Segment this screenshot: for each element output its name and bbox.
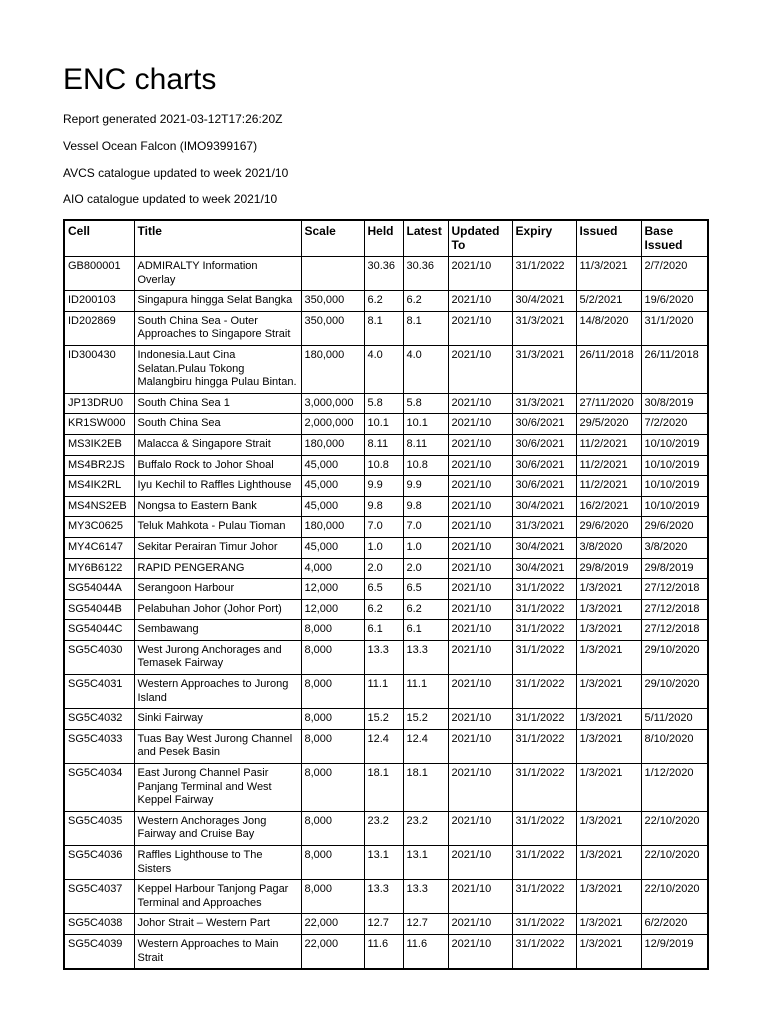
held: 6.5 — [364, 579, 403, 600]
base-issued: 22/10/2020 — [641, 880, 708, 914]
chart-title: Johor Strait – Western Part — [134, 914, 301, 935]
base-issued: 10/10/2019 — [641, 476, 708, 497]
base-issued: 19/6/2020 — [641, 291, 708, 312]
chart-title: East Jurong Channel Pasir Panjang Terminal and West Keppel Fairway — [134, 764, 301, 812]
chart-title: Tuas Bay West Jurong Channel and Pesek Basin — [134, 729, 301, 763]
table-row — [64, 675, 708, 709]
issued: 29/5/2020 — [576, 414, 641, 435]
issued: 1/3/2021 — [576, 880, 641, 914]
scale: 4,000 — [301, 558, 364, 579]
chart-title: Malacca & Singapore Strait — [134, 434, 301, 455]
base-issued: 22/10/2020 — [641, 811, 708, 845]
cell-id: MS4NS2EB — [64, 496, 134, 517]
issued: 14/8/2020 — [576, 311, 641, 345]
header-updated-to: Updated To — [448, 220, 512, 257]
expiry: 31/3/2021 — [512, 517, 576, 538]
issued: 1/3/2021 — [576, 675, 641, 709]
header-expiry: Expiry — [512, 220, 576, 257]
held: 11.6 — [364, 934, 403, 969]
latest: 6.2 — [403, 291, 448, 312]
base-issued: 1/12/2020 — [641, 764, 708, 812]
scale: 22,000 — [301, 914, 364, 935]
expiry: 30/4/2021 — [512, 558, 576, 579]
issued: 1/3/2021 — [576, 846, 641, 880]
latest: 23.2 — [403, 811, 448, 845]
scale: 45,000 — [301, 476, 364, 497]
latest: 11.6 — [403, 934, 448, 969]
updated-to: 2021/10 — [448, 709, 512, 730]
expiry: 30/4/2021 — [512, 537, 576, 558]
latest: 12.4 — [403, 729, 448, 763]
held: 9.9 — [364, 476, 403, 497]
expiry: 30/4/2021 — [512, 291, 576, 312]
held: 18.1 — [364, 764, 403, 812]
issued: 1/3/2021 — [576, 764, 641, 812]
scale: 22,000 — [301, 934, 364, 969]
scale: 8,000 — [301, 640, 364, 674]
updated-to: 2021/10 — [448, 434, 512, 455]
scale: 350,000 — [301, 311, 364, 345]
chart-title: Western Approaches to Main Strait — [134, 934, 301, 969]
held: 12.7 — [364, 914, 403, 935]
cell-id: MS4IK2RL — [64, 476, 134, 497]
held: 13.3 — [364, 640, 403, 674]
base-issued: 30/8/2019 — [641, 393, 708, 414]
vessel-info: Vessel Ocean Falcon (IMO9399167) — [63, 139, 258, 153]
held: 30.36 — [364, 257, 403, 291]
header-issued: Issued — [576, 220, 641, 257]
held: 8.11 — [364, 434, 403, 455]
updated-to: 2021/10 — [448, 496, 512, 517]
cell-id: SG54044A — [64, 579, 134, 600]
table-row — [64, 496, 708, 517]
header-latest: Latest — [403, 220, 448, 257]
base-issued: 22/10/2020 — [641, 846, 708, 880]
cell-id: ID202869 — [64, 311, 134, 345]
held: 12.4 — [364, 729, 403, 763]
table-row — [64, 811, 708, 845]
updated-to: 2021/10 — [448, 729, 512, 763]
updated-to: 2021/10 — [448, 257, 512, 291]
latest: 1.0 — [403, 537, 448, 558]
issued: 11/2/2021 — [576, 455, 641, 476]
expiry: 31/1/2022 — [512, 599, 576, 620]
held: 23.2 — [364, 811, 403, 845]
base-issued: 29/10/2020 — [641, 640, 708, 674]
header-held: Held — [364, 220, 403, 257]
expiry: 31/1/2022 — [512, 934, 576, 969]
cell-id: JP13DRU0 — [64, 393, 134, 414]
table-row — [64, 476, 708, 497]
chart-title: RAPID PENGERANG — [134, 558, 301, 579]
chart-title: Raffles Lighthouse to The Sisters — [134, 846, 301, 880]
chart-title: Keppel Harbour Tanjong Pagar Terminal and Approaches — [134, 880, 301, 914]
issued: 1/3/2021 — [576, 709, 641, 730]
scale: 45,000 — [301, 537, 364, 558]
expiry: 30/6/2021 — [512, 455, 576, 476]
report-generated: Report generated 2021-03-12T17:26:20Z — [63, 112, 283, 126]
updated-to: 2021/10 — [448, 880, 512, 914]
issued: 16/2/2021 — [576, 496, 641, 517]
header-title: Title — [134, 220, 301, 257]
cell-id: SG5C4034 — [64, 764, 134, 812]
base-issued: 2/7/2020 — [641, 257, 708, 291]
cell-id: SG5C4030 — [64, 640, 134, 674]
table-row — [64, 934, 708, 969]
scale: 8,000 — [301, 709, 364, 730]
cell-id: MY3C0625 — [64, 517, 134, 538]
held: 4.0 — [364, 345, 403, 393]
expiry: 31/1/2022 — [512, 620, 576, 641]
chart-title: Teluk Mahkota - Pulau Tioman — [134, 517, 301, 538]
held: 13.3 — [364, 880, 403, 914]
table-row — [64, 434, 708, 455]
chart-title: Sembawang — [134, 620, 301, 641]
table-row — [64, 620, 708, 641]
scale: 180,000 — [301, 434, 364, 455]
latest: 13.3 — [403, 880, 448, 914]
base-issued: 12/9/2019 — [641, 934, 708, 969]
latest: 8.11 — [403, 434, 448, 455]
cell-id: SG5C4035 — [64, 811, 134, 845]
held: 6.1 — [364, 620, 403, 641]
updated-to: 2021/10 — [448, 476, 512, 497]
cell-id: ID200103 — [64, 291, 134, 312]
base-issued: 27/12/2018 — [641, 599, 708, 620]
scale — [301, 257, 364, 291]
held: 6.2 — [364, 599, 403, 620]
latest: 2.0 — [403, 558, 448, 579]
scale: 8,000 — [301, 764, 364, 812]
issued: 29/8/2019 — [576, 558, 641, 579]
scale: 12,000 — [301, 599, 364, 620]
table-header-row — [64, 220, 708, 257]
cell-id: ID300430 — [64, 345, 134, 393]
updated-to: 2021/10 — [448, 579, 512, 600]
issued: 11/3/2021 — [576, 257, 641, 291]
chart-title: South China Sea — [134, 414, 301, 435]
chart-title: Indonesia.Laut Cina Selatan.Pulau Tokong Malangbiru hingga Pulau Bintan. — [134, 345, 301, 393]
scale: 8,000 — [301, 675, 364, 709]
updated-to: 2021/10 — [448, 517, 512, 538]
chart-title: Buffalo Rock to Johor Shoal — [134, 455, 301, 476]
table-row — [64, 880, 708, 914]
issued: 5/2/2021 — [576, 291, 641, 312]
table-row — [64, 311, 708, 345]
updated-to: 2021/10 — [448, 846, 512, 880]
cell-id: MS4BR2JS — [64, 455, 134, 476]
table-row — [64, 914, 708, 935]
base-issued: 29/10/2020 — [641, 675, 708, 709]
latest: 6.1 — [403, 620, 448, 641]
latest: 18.1 — [403, 764, 448, 812]
expiry: 31/3/2021 — [512, 345, 576, 393]
table-row — [64, 709, 708, 730]
updated-to: 2021/10 — [448, 811, 512, 845]
issued: 1/3/2021 — [576, 640, 641, 674]
table-row — [64, 455, 708, 476]
expiry: 31/1/2022 — [512, 709, 576, 730]
header-scale: Scale — [301, 220, 364, 257]
updated-to: 2021/10 — [448, 934, 512, 969]
updated-to: 2021/10 — [448, 558, 512, 579]
cell-id: SG54044B — [64, 599, 134, 620]
cell-id: SG5C4039 — [64, 934, 134, 969]
cell-id: SG5C4032 — [64, 709, 134, 730]
issued: 1/3/2021 — [576, 579, 641, 600]
base-issued: 29/6/2020 — [641, 517, 708, 538]
table-row — [64, 345, 708, 393]
scale: 8,000 — [301, 811, 364, 845]
latest: 7.0 — [403, 517, 448, 538]
held: 11.1 — [364, 675, 403, 709]
base-issued: 26/11/2018 — [641, 345, 708, 393]
updated-to: 2021/10 — [448, 537, 512, 558]
held: 13.1 — [364, 846, 403, 880]
cell-id: GB800001 — [64, 257, 134, 291]
table-row — [64, 414, 708, 435]
updated-to: 2021/10 — [448, 914, 512, 935]
issued: 1/3/2021 — [576, 811, 641, 845]
updated-to: 2021/10 — [448, 620, 512, 641]
chart-title: South China Sea - Outer Approaches to Singapore Strait — [134, 311, 301, 345]
expiry: 30/6/2021 — [512, 434, 576, 455]
issued: 1/3/2021 — [576, 729, 641, 763]
expiry: 31/1/2022 — [512, 729, 576, 763]
table-row — [64, 640, 708, 674]
cell-id: SG5C4038 — [64, 914, 134, 935]
issued: 3/8/2020 — [576, 537, 641, 558]
latest: 30.36 — [403, 257, 448, 291]
chart-title: Western Approaches to Jurong Island — [134, 675, 301, 709]
base-issued: 27/12/2018 — [641, 620, 708, 641]
header-cell: Cell — [64, 220, 134, 257]
table-row — [64, 517, 708, 538]
table-row — [64, 599, 708, 620]
updated-to: 2021/10 — [448, 311, 512, 345]
chart-title: Nongsa to Eastern Bank — [134, 496, 301, 517]
base-issued: 10/10/2019 — [641, 496, 708, 517]
latest: 15.2 — [403, 709, 448, 730]
updated-to: 2021/10 — [448, 599, 512, 620]
scale: 12,000 — [301, 579, 364, 600]
latest: 9.8 — [403, 496, 448, 517]
scale: 3,000,000 — [301, 393, 364, 414]
latest: 12.7 — [403, 914, 448, 935]
held: 10.8 — [364, 455, 403, 476]
expiry: 31/1/2022 — [512, 846, 576, 880]
cell-id: MY4C6147 — [64, 537, 134, 558]
held: 5.8 — [364, 393, 403, 414]
scale: 8,000 — [301, 620, 364, 641]
issued: 1/3/2021 — [576, 914, 641, 935]
expiry: 30/6/2021 — [512, 476, 576, 497]
base-issued: 10/10/2019 — [641, 434, 708, 455]
held: 15.2 — [364, 709, 403, 730]
table-row — [64, 257, 708, 291]
expiry: 31/1/2022 — [512, 640, 576, 674]
base-issued: 6/2/2020 — [641, 914, 708, 935]
expiry: 30/4/2021 — [512, 496, 576, 517]
base-issued: 3/8/2020 — [641, 537, 708, 558]
table-row — [64, 579, 708, 600]
table-body — [64, 257, 708, 970]
updated-to: 2021/10 — [448, 455, 512, 476]
base-issued: 27/12/2018 — [641, 579, 708, 600]
expiry: 31/3/2021 — [512, 311, 576, 345]
updated-to: 2021/10 — [448, 393, 512, 414]
expiry: 31/1/2022 — [512, 811, 576, 845]
table-row — [64, 393, 708, 414]
latest: 9.9 — [403, 476, 448, 497]
base-issued: 31/1/2020 — [641, 311, 708, 345]
table-row — [64, 846, 708, 880]
held: 8.1 — [364, 311, 403, 345]
latest: 8.1 — [403, 311, 448, 345]
latest: 6.5 — [403, 579, 448, 600]
scale: 180,000 — [301, 517, 364, 538]
chart-title: South China Sea 1 — [134, 393, 301, 414]
expiry: 30/6/2021 — [512, 414, 576, 435]
latest: 13.1 — [403, 846, 448, 880]
chart-title: West Jurong Anchorages and Temasek Fairway — [134, 640, 301, 674]
latest: 11.1 — [403, 675, 448, 709]
cell-id: SG5C4037 — [64, 880, 134, 914]
chart-title: Serangoon Harbour — [134, 579, 301, 600]
base-issued: 7/2/2020 — [641, 414, 708, 435]
expiry: 31/1/2022 — [512, 257, 576, 291]
page-title: ENC charts — [63, 63, 217, 96]
table-row — [64, 537, 708, 558]
latest: 6.2 — [403, 599, 448, 620]
updated-to: 2021/10 — [448, 675, 512, 709]
table-row — [64, 729, 708, 763]
expiry: 31/1/2022 — [512, 880, 576, 914]
avcs-catalogue-info: AVCS catalogue updated to week 2021/10 — [63, 166, 289, 180]
expiry: 31/3/2021 — [512, 393, 576, 414]
base-issued: 10/10/2019 — [641, 455, 708, 476]
scale: 45,000 — [301, 455, 364, 476]
expiry: 31/1/2022 — [512, 914, 576, 935]
cell-id: SG5C4033 — [64, 729, 134, 763]
scale: 8,000 — [301, 846, 364, 880]
latest: 10.8 — [403, 455, 448, 476]
base-issued: 5/11/2020 — [641, 709, 708, 730]
scale: 180,000 — [301, 345, 364, 393]
issued: 11/2/2021 — [576, 434, 641, 455]
chart-title: Pelabuhan Johor (Johor Port) — [134, 599, 301, 620]
held: 6.2 — [364, 291, 403, 312]
issued: 1/3/2021 — [576, 934, 641, 969]
cell-id: SG54044C — [64, 620, 134, 641]
expiry: 31/1/2022 — [512, 675, 576, 709]
expiry: 31/1/2022 — [512, 764, 576, 812]
base-issued: 29/8/2019 — [641, 558, 708, 579]
enc-charts-table — [63, 219, 709, 970]
table-row — [64, 764, 708, 812]
held: 7.0 — [364, 517, 403, 538]
latest: 13.3 — [403, 640, 448, 674]
updated-to: 2021/10 — [448, 640, 512, 674]
issued: 27/11/2020 — [576, 393, 641, 414]
chart-title: Iyu Kechil to Raffles Lighthouse — [134, 476, 301, 497]
updated-to: 2021/10 — [448, 345, 512, 393]
scale: 350,000 — [301, 291, 364, 312]
cell-id: KR1SW000 — [64, 414, 134, 435]
held: 9.8 — [364, 496, 403, 517]
held: 2.0 — [364, 558, 403, 579]
issued: 1/3/2021 — [576, 599, 641, 620]
updated-to: 2021/10 — [448, 291, 512, 312]
latest: 4.0 — [403, 345, 448, 393]
issued: 1/3/2021 — [576, 620, 641, 641]
updated-to: 2021/10 — [448, 414, 512, 435]
header-base-issued: Base Issued — [641, 220, 708, 257]
scale: 8,000 — [301, 729, 364, 763]
held: 1.0 — [364, 537, 403, 558]
table-row — [64, 558, 708, 579]
cell-id: MS3IK2EB — [64, 434, 134, 455]
chart-title: Sekitar Perairan Timur Johor — [134, 537, 301, 558]
scale: 8,000 — [301, 880, 364, 914]
base-issued: 8/10/2020 — [641, 729, 708, 763]
issued: 29/6/2020 — [576, 517, 641, 538]
cell-id: SG5C4031 — [64, 675, 134, 709]
chart-title: ADMIRALTY Information Overlay — [134, 257, 301, 291]
aio-catalogue-info: AIO catalogue updated to week 2021/10 — [63, 192, 278, 206]
cell-id: MY6B6122 — [64, 558, 134, 579]
latest: 10.1 — [403, 414, 448, 435]
held: 10.1 — [364, 414, 403, 435]
cell-id: SG5C4036 — [64, 846, 134, 880]
updated-to: 2021/10 — [448, 764, 512, 812]
table-row — [64, 291, 708, 312]
chart-title: Sinki Fairway — [134, 709, 301, 730]
chart-title: Western Anchorages Jong Fairway and Cruise Bay — [134, 811, 301, 845]
scale: 45,000 — [301, 496, 364, 517]
chart-title: Singapura hingga Selat Bangka — [134, 291, 301, 312]
latest: 5.8 — [403, 393, 448, 414]
issued: 26/11/2018 — [576, 345, 641, 393]
issued: 11/2/2021 — [576, 476, 641, 497]
expiry: 31/1/2022 — [512, 579, 576, 600]
scale: 2,000,000 — [301, 414, 364, 435]
